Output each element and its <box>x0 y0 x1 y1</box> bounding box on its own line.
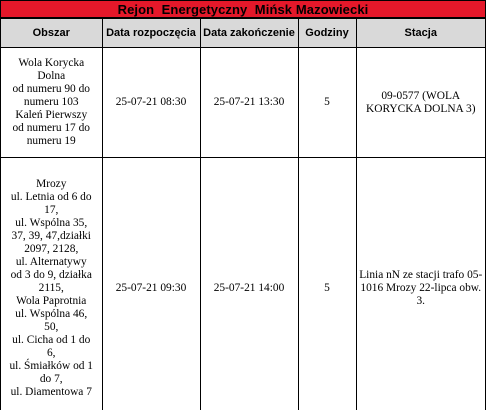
area-line: ul. Alternatywy <box>15 255 87 268</box>
hours-cell: 5 <box>298 158 356 410</box>
area-line: ul. Wspólna 46, <box>15 307 88 320</box>
area-cell <box>1 48 102 158</box>
end-date-cell: 25-07-21 14:00 <box>200 158 298 410</box>
end-date-cell: 25-07-21 13:30 <box>200 48 298 158</box>
area-line: Dolna <box>37 70 66 82</box>
header-start-date: Data rozpoczęcia <box>102 19 200 48</box>
area-line: 37, 39, 47,działki <box>11 229 91 242</box>
area-line: Wola Korycka <box>18 57 85 69</box>
area-line: ul. Diamentowa 7 <box>10 385 92 398</box>
area-line: numeru 19 <box>26 135 76 147</box>
area-line: od numeru 17 do <box>12 122 90 134</box>
header-end-date: Data zakończenie <box>200 19 298 48</box>
area-line: 50, <box>44 320 59 333</box>
area-line: ul. Śmiałków od 1 <box>9 359 94 372</box>
header-hours: Godziny <box>298 19 356 48</box>
station-cell: Linia nN ze stacji trafo 05-1016 Mrozy 22-lipca obw. 3. <box>356 158 485 410</box>
area-line: od numeru 90 do <box>12 83 90 95</box>
outage-table <box>1 18 485 410</box>
area-line: Wola Paprotnia <box>16 294 87 307</box>
hours-cell: 5 <box>298 48 356 158</box>
area-line: numeru 103 <box>23 96 79 108</box>
station-cell: 09-0577 (WOLA KORYCKA DOLNA 3) <box>356 48 485 158</box>
area-line: 17, <box>44 203 59 216</box>
area-line: ul. Cicha od 1 do <box>12 333 91 346</box>
area-line: ul. Letnia od 6 do <box>10 190 92 203</box>
header-station: Stacja <box>356 19 485 48</box>
table-row <box>1 48 485 158</box>
area-line: Mrozy <box>36 177 67 190</box>
area-line: 6, <box>46 346 56 359</box>
table-row <box>1 158 485 410</box>
area-line: 2115, <box>38 281 64 294</box>
header-row <box>1 19 485 48</box>
region-title: Rejon Energetyczny Mińsk Mazowiecki <box>1 1 485 18</box>
start-date-cell: 25-07-21 09:30 <box>102 158 200 410</box>
area-line: ul. Wspólna 35, <box>15 216 88 229</box>
start-date-cell: 25-07-21 08:30 <box>102 48 200 158</box>
area-line: od 3 do 9, działka <box>10 268 92 281</box>
area-cell <box>1 158 102 410</box>
header-area: Obszar <box>1 19 102 48</box>
area-line: Kaleń Pierwszy <box>15 109 88 121</box>
area-line: do 7, <box>39 372 63 385</box>
area-line: 2097, 2128, <box>24 242 79 255</box>
